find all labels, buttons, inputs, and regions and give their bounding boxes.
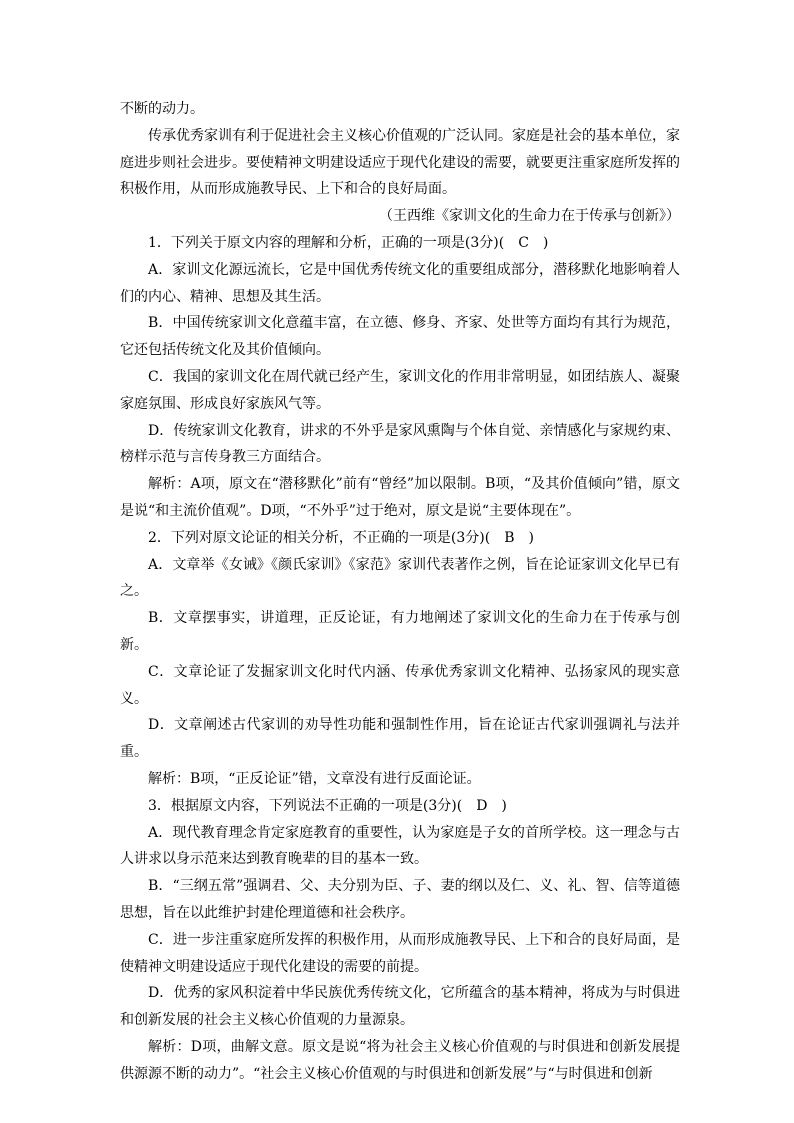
option-a: A．现代教育理念肯定家庭教育的重要性，认为家庭是子女的首所学校。这一理念与古人讲求以身示范来达到教育晚辈的目的基本一致。 <box>120 824 680 868</box>
source-citation: （王西维《家训文化的生命力在于传承与创新》） <box>379 208 680 225</box>
option-d: D．传统家训文化教育，讲求的不外乎是家风熏陶与个体自觉、亲情感化与家规约束、榜样示范与言传身教三方面结合。 <box>120 422 680 466</box>
paragraph: 不断的动力。 <box>120 101 204 117</box>
question-1: 1．下列关于原文内容的理解和分析，正确的一项是(3分)( C ) <box>148 234 549 251</box>
question-3: 3．根据原文内容，下列说法不正确的一项是(3分)( D ) <box>148 797 507 814</box>
option-b: B．文章摆事实，讲道理，正反论证，有力地阐述了家训文化的生命力在于传承与创新。 <box>120 610 680 653</box>
question-2: 2．下列对原文论证的相关分析，不正确的一项是(3分)( B ) <box>148 529 534 546</box>
option-c: C．我国的家训文化在周代就已经产生，家训文化的作用非常明显，如团结族人、凝聚家庭氛围、形成良好家族风气等。 <box>120 368 680 412</box>
analysis: 解析：D项，曲解文意。原文是说“将为社会主义核心价值观的与时俱进和创新发展提供源源不断的动力”。“社会主义核心价值观的与时俱进和创新发展”与“与时俱进和创新 <box>120 1038 680 1082</box>
option-a: A．文章举《女诫》《颜氏家训》《家范》家训代表著作之例，旨在论证家训文化早已有之。 <box>120 556 680 600</box>
option-d: D．优秀的家风积淀着中华民族优秀传统文化，它所蕴含的基本精神，将成为与时俱进和创新发展的社会主义核心价值观的力量源泉。 <box>120 985 680 1029</box>
option-c: C．进一步注重家庭所发挥的积极作用，从而形成施教导民、上下和合的良好局面，是使精神文明建设适应于现代化建设的需要的前提。 <box>120 931 680 975</box>
option-a: A．家训文化源远流长，它是中国优秀传统文化的重要组成部分，潜移默化地影响着人们的内心、精神、思想及其生活。 <box>120 261 680 305</box>
option-d: D．文章阐述古代家训的劝导性功能和强制性作用，旨在论证古代家训强调礼与法并重。 <box>120 717 680 761</box>
option-b: B．中国传统家训文化意蕴丰富，在立德、修身、齐家、处世等方面均有其行为规范，它还包括传统文化及其价值倾向。 <box>120 315 680 359</box>
option-b: B．“三纲五常”强调君、父、夫分别为臣、子、妻的纲以及仁、义、礼、智、信等道德思想，旨在以此维护封建伦理道德和社会秩序。 <box>120 878 680 921</box>
paragraph: 传承优秀家训有利于促进社会主义核心价值观的广泛认同。家庭是社会的基本单位，家庭进步则社会进步。要使精神文明建设适应于现代化建设的需要，就要更注重家庭所发挥的积极作用，从而形成施教导民、上下和合的良好局面。 <box>120 127 680 198</box>
analysis: 解析：A项，原文在“潜移默化”前有“曾经”加以限制。B项，“及其价值倾向”错，原文是说“和主流价值观”。D项，“不外乎”过于绝对，原文是说“主要体现在”。 <box>120 476 680 519</box>
analysis: 解析：B项，“正反论证”错，文章没有进行反面论证。 <box>148 770 481 787</box>
option-c: C．文章论证了发掘家训文化时代内涵、传承优秀家训文化精神、弘扬家风的现实意义。 <box>120 663 680 707</box>
document-page <box>120 96 680 1087</box>
